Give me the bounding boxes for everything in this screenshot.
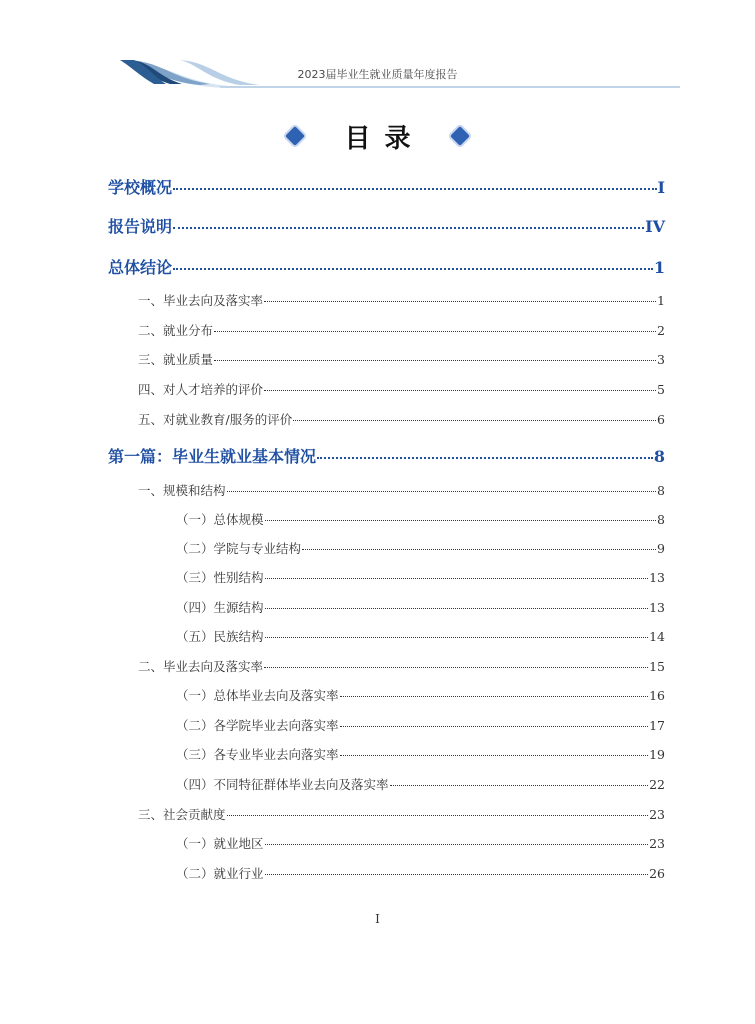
toc-entry-label: 总体结论 bbox=[108, 258, 173, 277]
toc-entry-page: 5 bbox=[657, 382, 665, 397]
toc-entry-page: 8 bbox=[653, 447, 665, 466]
dot-leader bbox=[265, 608, 649, 609]
dot-leader bbox=[173, 188, 657, 190]
toc-entry-label: （一）总体规模 bbox=[176, 512, 264, 527]
dot-leader bbox=[214, 331, 656, 332]
toc-entry-page: 22 bbox=[649, 777, 665, 792]
toc-entry[interactable] bbox=[138, 657, 665, 675]
toc-entry-label: 二、就业分布 bbox=[138, 323, 214, 338]
dot-leader bbox=[173, 268, 653, 270]
toc-entry-label: 五、对就业教育/服务的评价 bbox=[138, 412, 293, 427]
toc-entry-page: 17 bbox=[649, 718, 665, 733]
toc-entry[interactable] bbox=[176, 686, 665, 704]
toc-entry[interactable] bbox=[108, 444, 665, 467]
toc-entry-label: （一）总体毕业去向及落实率 bbox=[176, 688, 339, 703]
toc-entry-label: 三、就业质量 bbox=[138, 352, 214, 367]
toc-entry-page: 23 bbox=[649, 836, 665, 851]
toc-entry-label: 一、规模和结构 bbox=[138, 483, 226, 498]
toc-entry-page: 16 bbox=[649, 688, 665, 703]
toc-entry-label: 三、社会贡献度 bbox=[138, 807, 226, 822]
toc-entry-page: 3 bbox=[657, 352, 665, 367]
dot-leader bbox=[317, 457, 653, 459]
toc-entry[interactable] bbox=[176, 568, 665, 586]
toc-entry[interactable] bbox=[138, 805, 665, 823]
dot-leader bbox=[264, 390, 656, 391]
toc-entry[interactable] bbox=[108, 175, 665, 198]
toc-entry[interactable] bbox=[176, 775, 665, 793]
toc-entry-label: 四、对人才培养的评价 bbox=[138, 382, 264, 397]
toc-entry[interactable] bbox=[138, 380, 665, 398]
diamond-icon bbox=[286, 126, 306, 146]
toc-entry-page: 9 bbox=[657, 541, 665, 556]
toc-entry-label: 第一篇：毕业生就业基本情况 bbox=[108, 447, 317, 466]
toc-entry-page: 1 bbox=[653, 258, 665, 277]
toc-entry[interactable] bbox=[138, 410, 665, 428]
dot-leader bbox=[264, 301, 656, 302]
toc-entry[interactable] bbox=[176, 834, 665, 852]
toc-entry-label: （三）各专业毕业去向落实率 bbox=[176, 747, 339, 762]
dot-leader bbox=[265, 578, 649, 579]
toc-heading bbox=[0, 118, 755, 154]
toc-entry-page: 13 bbox=[649, 570, 665, 585]
dot-leader bbox=[173, 227, 644, 229]
toc-entry[interactable] bbox=[138, 291, 665, 309]
toc-entry[interactable] bbox=[176, 510, 665, 528]
toc-title: 目录 bbox=[344, 123, 425, 154]
toc-entry-page: 19 bbox=[649, 747, 665, 762]
toc-entry[interactable] bbox=[108, 214, 665, 237]
toc-entry-label: （三）性别结构 bbox=[176, 570, 264, 585]
toc-entry-label: （二）学院与专业结构 bbox=[176, 541, 302, 556]
toc-entry[interactable] bbox=[176, 539, 665, 557]
toc-entry[interactable] bbox=[138, 350, 665, 368]
dot-leader bbox=[227, 491, 657, 492]
toc-entry-page: 6 bbox=[657, 412, 665, 427]
dot-leader bbox=[265, 520, 657, 521]
toc-entry-label: （四）不同特征群体毕业去向及落实率 bbox=[176, 777, 389, 792]
toc-entry[interactable] bbox=[176, 627, 665, 645]
toc-entry[interactable] bbox=[176, 716, 665, 734]
toc-entry-label: （二）各学院毕业去向落实率 bbox=[176, 718, 339, 733]
toc-entry-page: 8 bbox=[657, 483, 665, 498]
dot-leader bbox=[227, 815, 649, 816]
toc-entry-label: （二）就业行业 bbox=[176, 866, 264, 881]
toc-entry[interactable] bbox=[176, 864, 665, 882]
toc-entry-page: 1 bbox=[657, 293, 665, 308]
toc-entry[interactable] bbox=[138, 481, 665, 499]
toc-entry-page: 15 bbox=[649, 659, 665, 674]
toc-entry-page: 23 bbox=[649, 807, 665, 822]
toc-entry-page: IV bbox=[645, 217, 665, 236]
page-number: I bbox=[375, 912, 380, 926]
toc-entry[interactable] bbox=[108, 255, 665, 278]
dot-leader bbox=[293, 420, 656, 421]
dot-leader bbox=[340, 755, 649, 756]
toc-entry-page: 13 bbox=[649, 600, 665, 615]
dot-leader bbox=[265, 637, 649, 638]
header-title: 2023届毕业生就业质量年度报告 bbox=[297, 68, 458, 81]
toc-entry-label: （一）就业地区 bbox=[176, 836, 264, 851]
toc-entry-label: （五）民族结构 bbox=[176, 629, 264, 644]
dot-leader bbox=[214, 360, 656, 361]
toc-entry-page: 2 bbox=[657, 323, 665, 338]
toc-entry-page: 8 bbox=[657, 512, 665, 527]
dot-leader bbox=[265, 844, 649, 845]
dot-leader bbox=[340, 696, 649, 697]
dot-leader bbox=[265, 874, 649, 875]
toc-entry-page: 14 bbox=[649, 629, 665, 644]
toc-entry[interactable] bbox=[176, 745, 665, 763]
toc-entry-page: 26 bbox=[649, 866, 665, 881]
dot-leader bbox=[390, 785, 649, 786]
dot-leader bbox=[302, 549, 656, 550]
toc-entry-label: 一、毕业去向及落实率 bbox=[138, 293, 264, 308]
dot-leader bbox=[340, 726, 649, 727]
toc-entry-page: I bbox=[657, 178, 665, 197]
toc-entry[interactable] bbox=[138, 321, 665, 339]
diamond-icon bbox=[450, 126, 470, 146]
toc-entry-label: 报告说明 bbox=[108, 217, 173, 236]
dot-leader bbox=[264, 667, 648, 668]
toc-entry-label: 学校概况 bbox=[108, 178, 173, 197]
toc-entry-label: （四）生源结构 bbox=[176, 600, 264, 615]
toc-entry-label: 二、毕业去向及落实率 bbox=[138, 659, 264, 674]
toc-entry[interactable] bbox=[176, 598, 665, 616]
